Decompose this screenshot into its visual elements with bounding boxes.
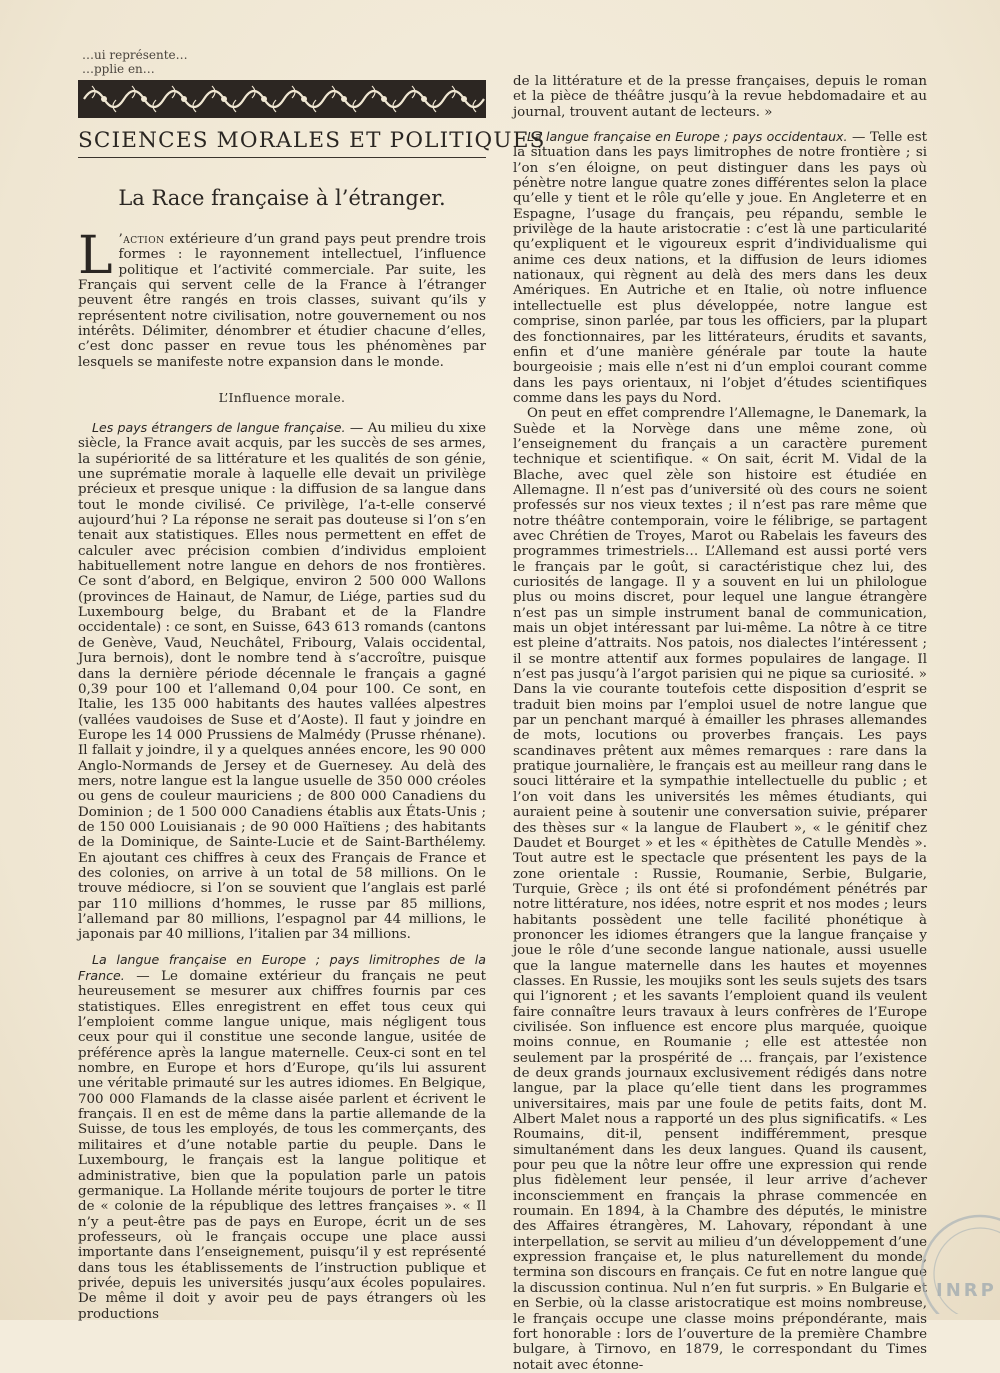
intro-paragraph [78, 226, 486, 370]
paragraph-rubric: La langue française en Europe ; pays occidentaux. [527, 129, 848, 145]
ornament-scroll-icon [78, 80, 486, 118]
paragraph-text: On peut en effet comprendre l’Allemagne, le Danemark, la Suède et la Norvège dans une même zone, où l’enseignement du français a un caractère purement technique et scientifique. « On sait, écrit M. Vidal de la Blache, avec quel zèle son histoire est étudiée en Allemagne. Il n’est pas d’université où des cours ne soient professés sur nos vieux textes ; il n’est pas rare même que notre théâtre contemporain, voire le félibrige, se partagent avec Chrétien de Troyes, Marot ou Rabelais les faveurs des programmes trimestriels… L’Allemand est aussi porté vers le français par le goût, si caractéristique chez lui, des curiosités de langage. Il y a souvent en lui un philologue plus ou moins discret, pour lequel une langue étrangère n’est pas un simple instrument banal de communication, mais un objet intéressant par lui-même. La nôtre à ce titre est pleine d’attraits. Nos patois, nos dialectes l’intéressent ; il se montre attentif aux formes populaires de langage. Il n’est pas jusqu’à l’argot parisien qui ne pique sa curiosité. » Dans la vie courante toutefois cette disposition d’esprit se traduit bien moins par l’emploi usuel de notre langue que par un penchant marqué à émailler les phrases allemandes de mots, locutions ou proverbes français. Les pays scandinaves prêtent aux mêmes remarques : rare dans la pratique journalière, le français est au meilleur rang dans le souci littéraire et la sympathie intellectuelle du public ; et l’on voit dans les universités les mêmes étudiants, qui auraient peine à soutenir une conversation suivie, préparer des thèses sur « la langue de Flaubert », « le génitif chez Daudet et Bourget » et les « épithètes de Catulle Mendès ». Tout autre est le spectacle que présentent les pays de la zone orientale : Russie, Roumanie, Serbie, Bulgarie, Turquie, Grèce ; ils ont été si profondément pénétrés par notre littérature, nos idées, notre esprit et nos modes ; leurs habitants possèdent une telle facilité phonétique à prononcer les idiomes étrangers que la langue française y joue le rôle d’une seconde langue nationale, aussi usuelle que la langue maternelle dans les hautes et moyennes classes. En Russie, les moujiks sont les seuls sujets des tsars qui l’ignorent ; et les savants l’emploient quand ils veulent faire connaître leurs travaux à leurs confrères de l’Europe civilisée. Son influence est encore plus marquée, quoique moins connue, en Roumanie ; elle est attestée non seulement par la prospérité de … français, par l’existence de deux grands journaux exclusivement rédigés dans notre langue, par la place qu’elle tient dans les programmes universitaires, mais par une foule de petits faits, dont M. Albert Malet nous a rapporté un des plus significatifs. « Les Roumains, dit-il, pensent indifféremment, presque simultanément dans les deux langues. Quand ils causent, pour peu que la nôtre leur offre une expression qui rende plus fidèlement leur pensée, il leur arrive d’achever inconsciemment en français la phrase commencée en roumain. En 1894, à la Chambre des députés, le ministre des Affaires étrangères, M. Lahovary, répondant à une interpellation, se servit au milieu d’un développement d’une expression française et, le plus naturellement du monde, termina son discours en français. Ce fut en notre langue que la discussion continua. Nul n’en fut surpris. » En Bulgarie et en Serbie, où la classe aristocratique est moins nombreuse, le français occupe une classe moins prépondérante, mais fort honorable : lors de l’ouverture de la première Chambre bulgare, à Tirnovo, en 1879, le correspondant du Times notait avec étonne- [513, 406, 927, 1373]
paragraph-text: — Telle est la situation dans les pays limitrophes de notre frontière ; si l’on s’en éloigne, on peut distinguer dans les pays où pénètre notre langue quatre zones différentes selon la place qu’elle y tient et le rôle qu’elle y joue. En Angleterre et en Espagne, l’usage du français, peu répandu, semble le privilège de la haute aristocratie : c’est là une particularité qu’expliquent et le vigoureux esprit d’individualisme qui anime ces deux nations, et la diffusion de leurs idiomes nationaux, qui règnent au delà des mers dans les deux Amériques. En Autriche et en Italie, où notre influence intellectuelle est plus développée, notre langue est comprise, sinon parlée, par tous les officiers, par la plupart des fonctionnaires, par les littérateurs, érudits et savants, enfin et d’une manière générale par toute la haute bourgeoisie ; mais elle n’est ni d’un emploi courant comme dans les pays orientaux, ni l’objet d’études scientifiques comme dans les pays du Nord. [513, 130, 927, 406]
fragment-line-1: …ui représente… [82, 48, 188, 62]
stamp-seal-icon [870, 1204, 1000, 1314]
section-heading: SCIENCES MORALES ET POLITIQUES [78, 128, 486, 158]
decorative-border-ornament [78, 80, 486, 118]
paragraph-rubric: Les pays étrangers de langue française. [92, 420, 346, 435]
intro-text: extérieure d’un grand pays peut prendre trois formes : le rayonnement intellectuel, l’influence politique et l’activité commerciale. Par suite, les Français qui servent celle de la France à l’étranger peuvent être rangés en trois classes, suivant qu’ils y représentent notre civilisation, notre gouvernement ou nos intérêts. Délimiter, dénombrer et étudier chacune d’elles, c’est donc passer en revue tous les phénomènes par lesquels se manifeste notre expansion dans le monde. [78, 232, 486, 370]
paragraph-allemagne [513, 406, 927, 1373]
paragraph-pays-occidentaux [513, 129, 927, 406]
paragraph-pays-etrangers [78, 420, 486, 943]
paragraph-text: — Le domaine extérieur du français ne peut heureusement se mesurer aux chiffres fournis par ces statistiques. Elles enregistrent en effet tous ceux qui l’emploient comme langue unique, mais négligent tous ceux pour qui il constitue une seconde langue, usitée de préférence après la langue maternelle. Ceux-ci sont en tel nombre, en Europe et hors d’Europe, qu’ils lui assurent une véritable primauté sur les autres idiomes. En Belgique, 700 000 Flamands de la classe aisée parlent et écrivent le français. Il en est de même dans la partie allemande de la Suisse, de tous les employés, de tous les commerçants, des militaires et d’une notable partie du peuple. Dans le Luxembourg, le français est la langue politique et administrative, bien que la population parle un patois germanique. La Hollande mérite toujours de porter le titre de « colonie de la république des lettres françaises ». « Il n’y a peut-être pas de pays en Europe, écrit un de ses professeurs, où le français occupe une place aussi importante dans l’enseignement, puisqu’il y est représenté dans tous les établissements de l’instruction publique et privée, depuis les universités jusqu’aux écoles populaires. De même il doit y avoir peu de pays étrangers où les productions [78, 969, 486, 1322]
subheading: L’Influence morale. [218, 390, 346, 405]
article-title: La Race française à l’étranger. [118, 186, 446, 210]
paragraph-text: — Au milieu du xixe siècle, la France avait acquis, par les succès de ses armes, la supériorité de sa littérature et les qualités de son génie, une suprématie morale à laquelle elle devait un privilège précieux et presque unique : la diffusion de sa langue dans tout le monde civilisé. Ce privilège, l’a-t-elle conservé aujourd’hui ? La réponse ne serait pas douteuse si l’on s’en tenait aux statistiques. Elles nous permettent en effet de calculer avec précision combien d’individus emploient habituellement notre langue en dehors de nos frontières. Ce sont d’abord, en Belgique, environ 2 500 000 Wallons (provinces de Hainaut, de Namur, de Liége, parties sud du Luxembourg belge, du Brabant et de la Flandre occidentale) : ce sont, en Suisse, 643 613 romands (cantons de Genève, Vaud, Neuchâtel, Fribourg, Valais occidental, Jura bernois), dont le nombre tend à s’accroître, puisque dans la dernière période décennale le français a gagné 0,39 pour 100 et l’allemand 0,04 pour 100. Ce sont, en Italie, les 135 000 habitants des hautes vallées alpestres (vallées vaudoises de Suse et d’Aoste). Il faut y joindre en Europe les 14 000 Prussiens de Malmédy (Prusse rhénane). Il fallait y joindre, il y a quelques années encore, les 90 000 Anglo-Normands de Jersey et de Guernesey. Au delà des mers, notre langue est la langue usuelle de 350 000 créoles ou gens de couleur mauriciens ; de 800 000 Canadiens du Dominion ; de 1 500 000 Canadiens établis aux États-Unis ; de 150 000 Louisianais ; de 90 000 Haïtiens ; des habitants de la Dominique, de Sainte-Lucie et de Saint-Barthélemy. En ajoutant ces chiffres à ceux des Français de France et des colonies, on arrive à un total de 58 millions. On le trouve médiocre, si l’on se souvient que l’anglais est parlé par 110 millions d’hommes, le russe par 85 millions, l’allemand par 80 millions, l’espagnol par 44 millions, le japonais par 40 millions, l’italien par 34 millions. [78, 421, 486, 943]
intro-lead-word: ’action [118, 232, 165, 247]
left-column-body [78, 420, 486, 1322]
fragment-line-2: …pplie en… [82, 62, 155, 76]
stamp-text: INRP [936, 1280, 997, 1301]
drop-cap: L [78, 226, 113, 286]
library-stamp [870, 1204, 1000, 1314]
right-column-body [513, 74, 927, 1373]
torn-fragment-text [82, 48, 188, 76]
continuation-paragraph: de la littérature et de la presse françaises, depuis le roman et la pièce de théâtre jusqu’à la revue hebdomadaire et au journal, trouvent autant de lecteurs. » [513, 74, 927, 120]
paragraph-rubric: La langue française en Europe ; pays limitrophes de la France. [78, 951, 486, 984]
paragraph-pays-limitrophes [78, 952, 486, 1322]
